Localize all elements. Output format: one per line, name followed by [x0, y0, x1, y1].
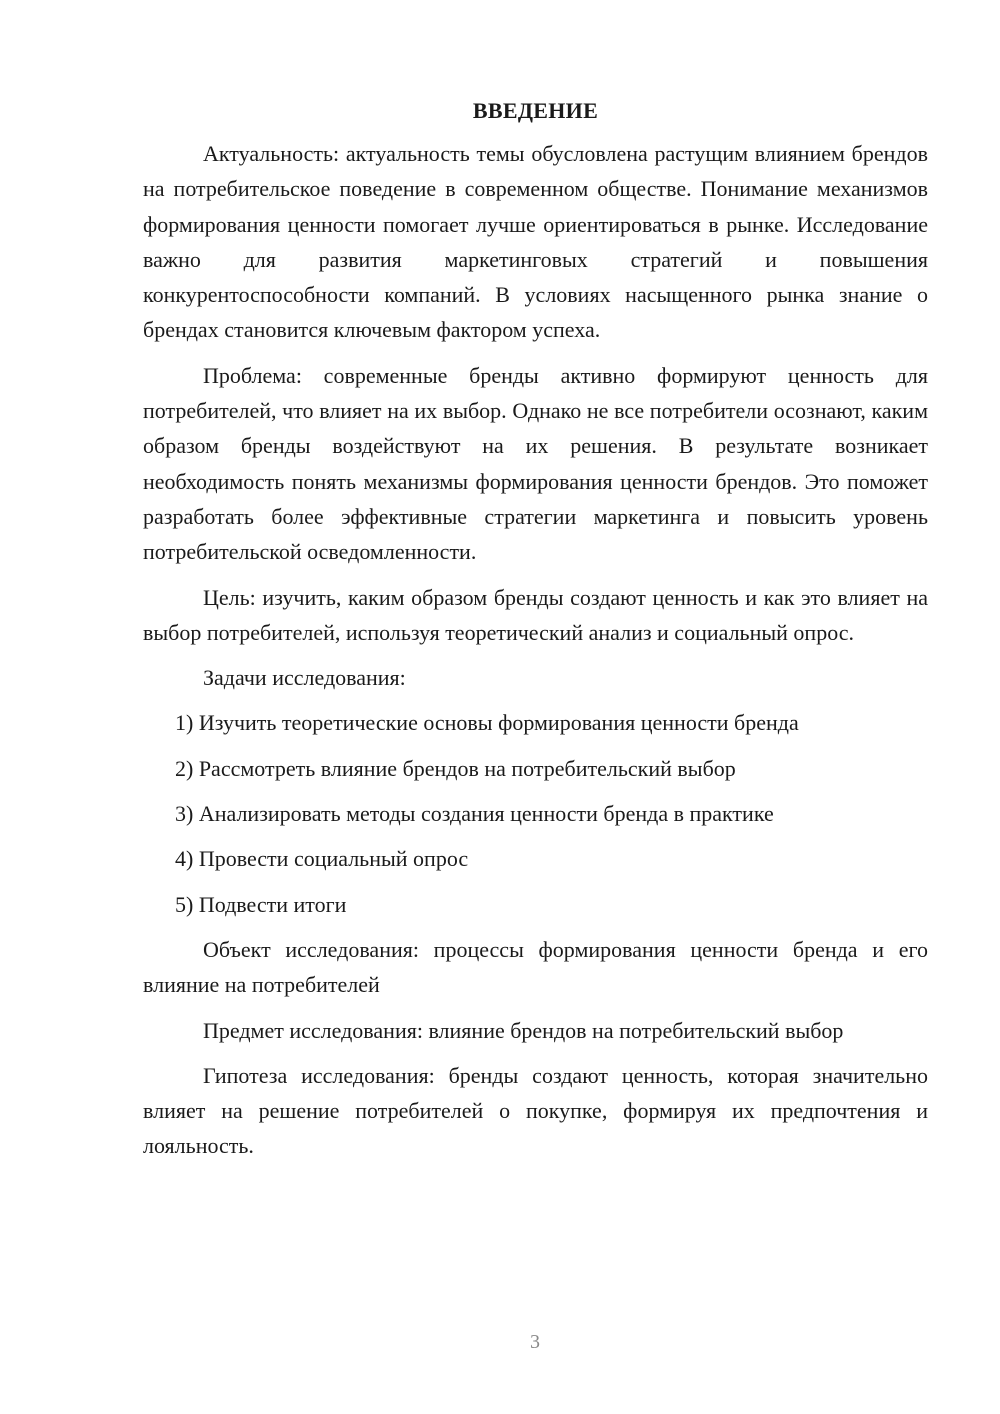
task-item: 1) Изучить теоретические основы формирования ценности бренда: [175, 710, 799, 736]
subject-paragraph: Предмет исследования: влияние брендов на потребительский выбор: [203, 1017, 844, 1043]
goal-paragraph: Цель: изучить, каким образом бренды создают ценность и как это влияет на выбор потребителей, используя теоретический анализ и социальный опрос.: [143, 584, 928, 645]
relevance-paragraph: Актуальность: актуальность темы обусловлена растущим влиянием брендов на потребительское поведение в современном обществе. Понимание механизмов формирования ценности помогает лучше ориентироваться в рынке. Исследование важно для развития маркетинговых стратегий и повышения конкурентоспособности компаний. В условиях насыщенного рынка знание о брендах становится ключевым фактором успеха.: [143, 141, 928, 343]
task-item: 4) Провести социальный опрос: [175, 846, 469, 872]
problem-paragraph: Проблема: современные бренды активно формируют ценность для потребителей, что влияет на их выбор. Однако не все потребители осознают, каким образом бренды воздействуют на их решения. В результате возникает необходимость понять механизмы формирования ценности брендов. Это поможет разработать более эффективные стратегии маркетинга и повысить уровень потребительской осведомленности.: [143, 362, 928, 565]
tasks-heading: Задачи исследования:: [203, 665, 406, 691]
page-number: 3: [530, 1331, 540, 1353]
object-paragraph: Объект исследования: процессы формирования ценности бренда и его влияние на потребителей: [143, 936, 928, 998]
section-title: ВВЕДЕНИЕ: [472, 98, 599, 123]
page-content: [143, 93, 928, 1174]
task-item: 2) Рассмотреть влияние брендов на потребительский выбор: [175, 755, 736, 781]
task-item: 5) Подвести итоги: [175, 891, 347, 917]
tasks-list: [143, 705, 928, 921]
task-item: 3) Анализировать методы создания ценности бренда в практике: [175, 801, 774, 827]
hypothesis-paragraph: Гипотеза исследования: бренды создают ценность, которая значительно влияет на решение потребителей о покупке, формируя их предпочтения и лояльность.: [143, 1062, 928, 1159]
